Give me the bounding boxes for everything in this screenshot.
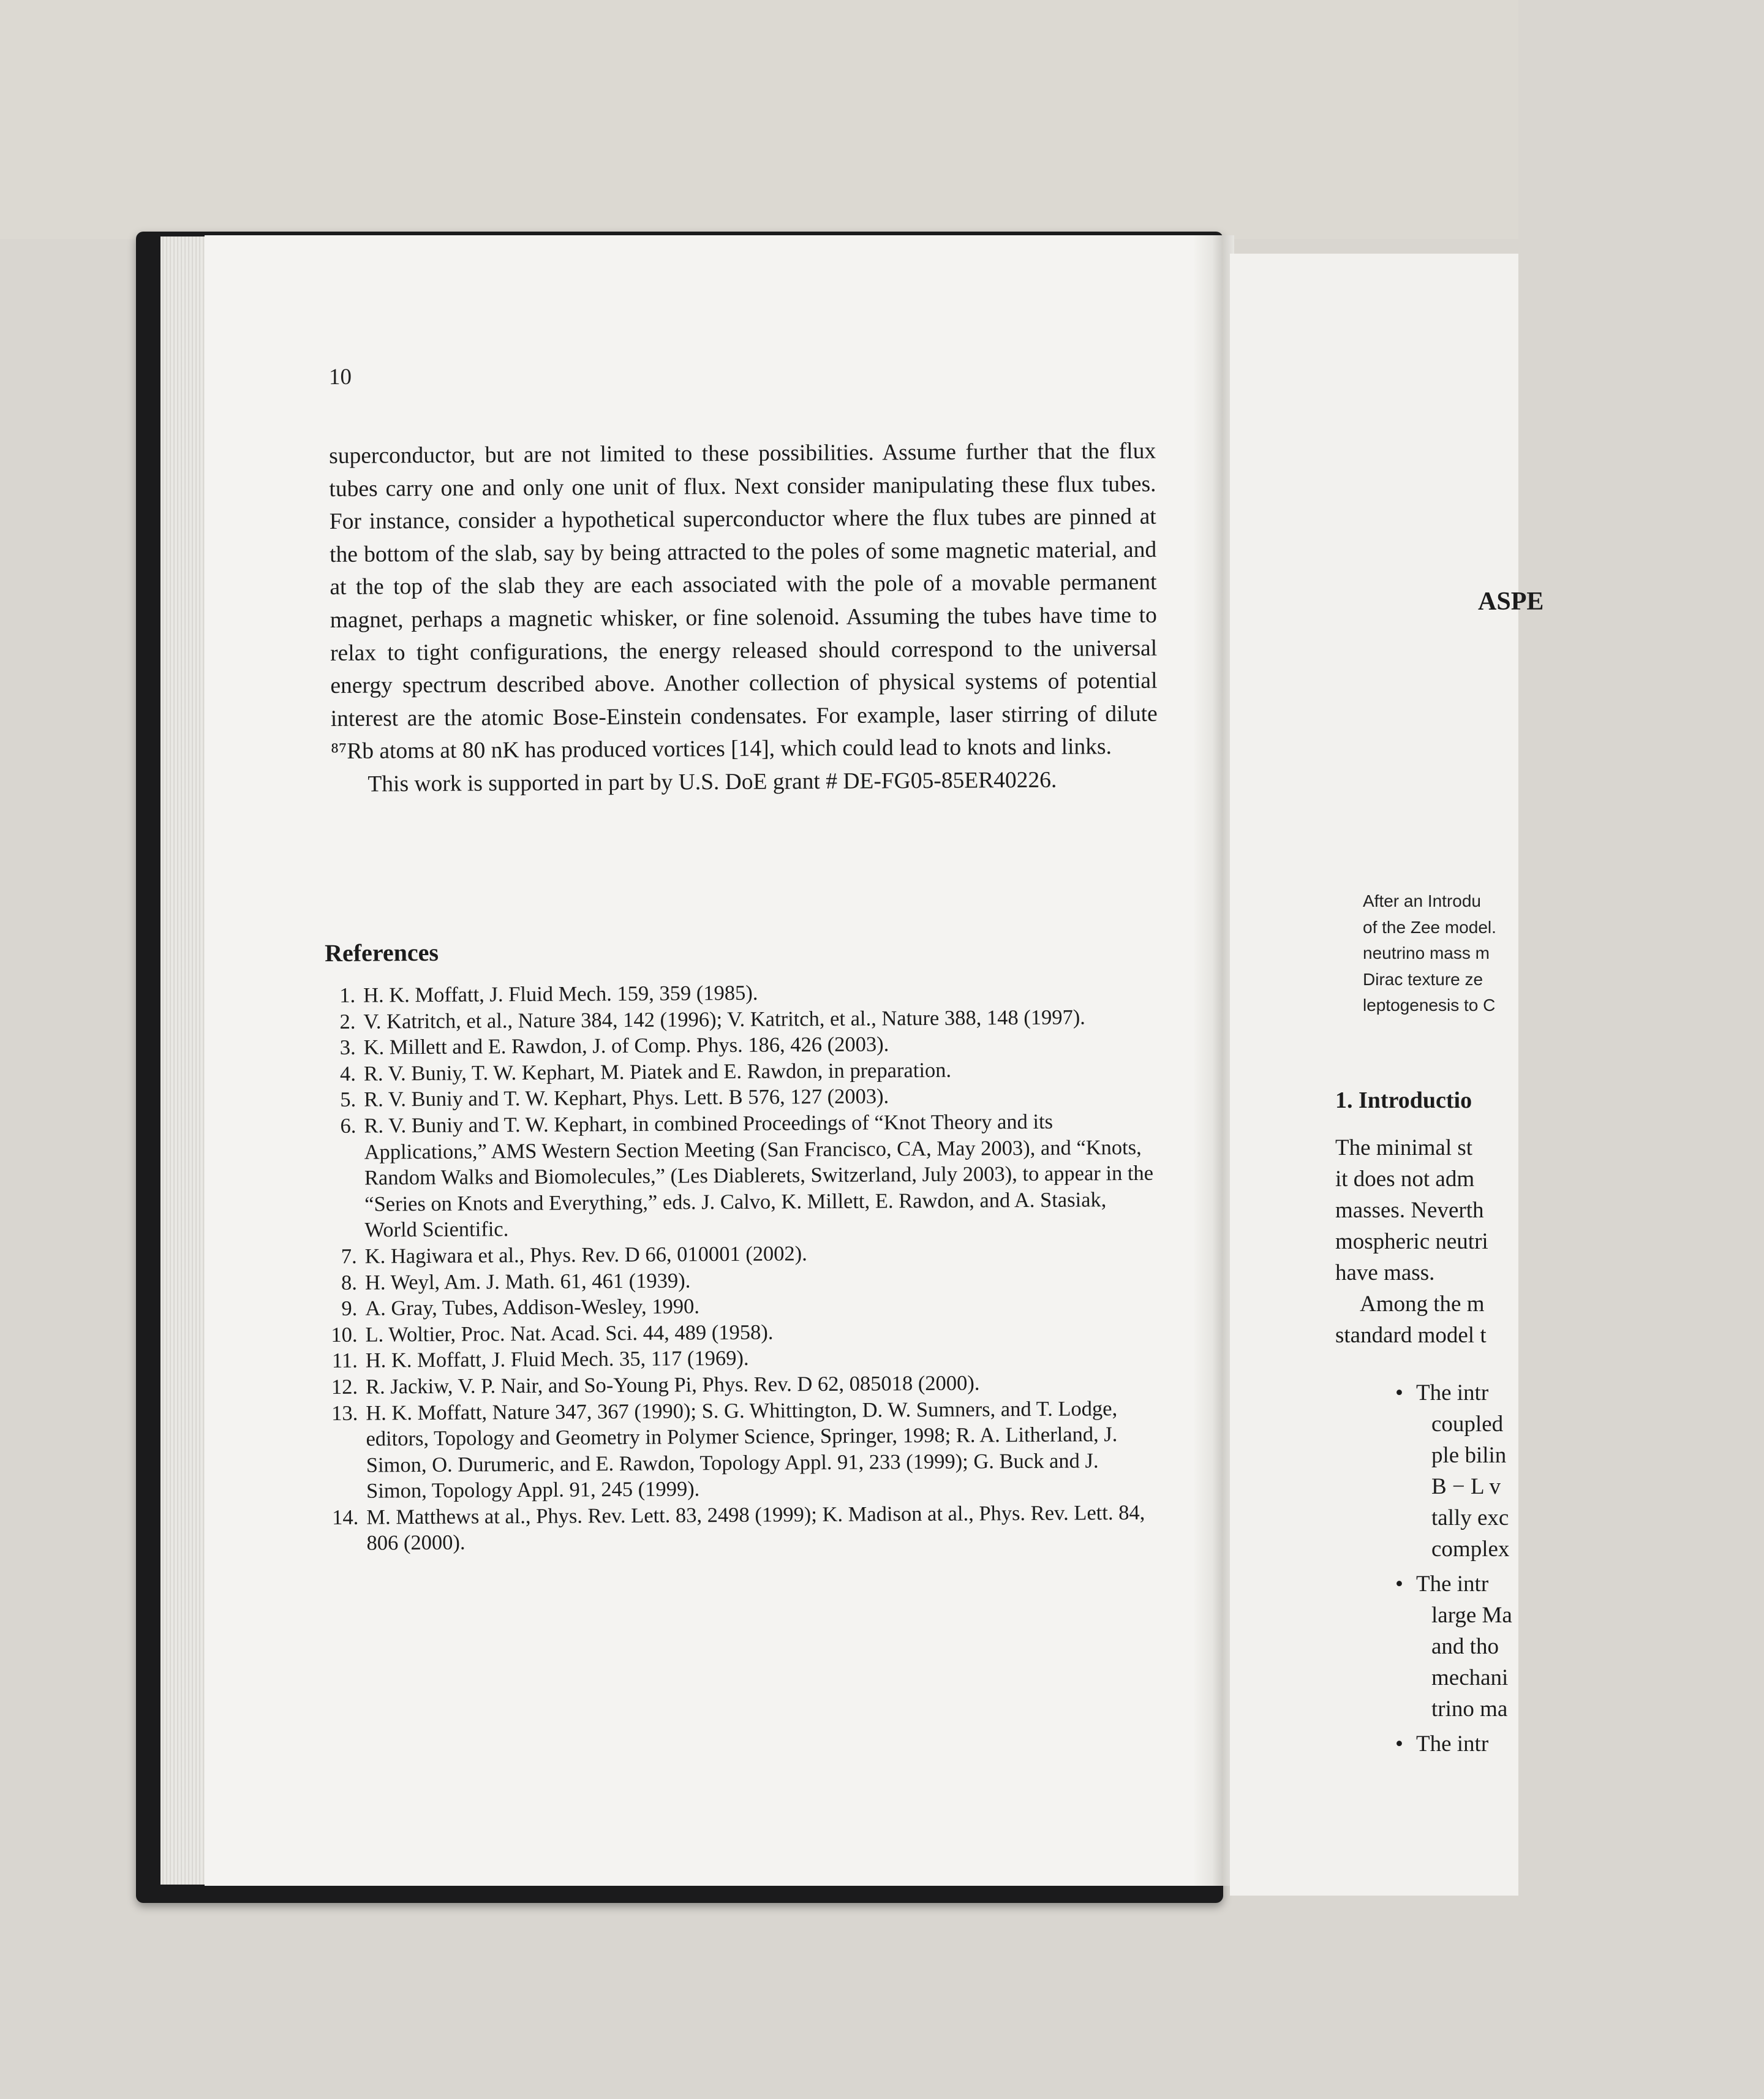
body-line: masses. Neverth [1335, 1198, 1484, 1223]
body-line: mospheric neutri [1335, 1229, 1488, 1254]
page-edges [160, 236, 209, 1885]
page-number: 10 [329, 365, 352, 390]
right-page-title: ASPE [1478, 588, 1544, 616]
reference-text: R. V. Buniy and T. W. Kephart, in combined Proceedings of “Knot Theory and its Applications,” AMS Western Section Meeting (San Francisco, CA, May 2003), and “Knots, Random Walks and Biomolecules,” (Les Diablerets, Switzerland, July 2003), to appear in the “Series on Knots and Everything,” eds. J. Calvo, K. Millett, E. Rawdon, and A. Stasiak, World Scientific. [364, 1110, 1154, 1242]
right-page-section-heading: 1. Introductio [1335, 1087, 1472, 1113]
reference-number: 6. [340, 1114, 356, 1138]
body-line: The minimal st [1335, 1135, 1473, 1160]
reference-text: R. Jackiw, V. P. Nair, and So-Young Pi, Phys. Rev. D 62, 085018 (2000). [365, 1371, 980, 1399]
body-line: have mass. [1335, 1260, 1435, 1285]
right-page-body [1335, 1132, 1764, 1351]
reference-text: L. Woltier, Proc. Nat. Acad. Sci. 44, 489 (1958). [365, 1320, 774, 1347]
reference-text: H. K. Moffatt, J. Fluid Mech. 159, 359 (1985). [363, 981, 758, 1007]
bullet-continuation: and tho [1431, 1634, 1499, 1659]
reference-number: 10. [331, 1323, 358, 1347]
reference-text: R. V. Buniy, T. W. Kephart, M. Piatek and E. Rawdon, in preparation. [363, 1058, 952, 1086]
paragraph-acknowledgment: This work is supported in part by U.S. DoE grant # DE-FG05-85ER40226. [368, 767, 1057, 797]
bullet-continuation: complex [1431, 1537, 1510, 1562]
reference-number: 11. [331, 1348, 358, 1373]
body-line: Among the m [1360, 1292, 1485, 1317]
abstract-line: leptogenesis to C [1363, 996, 1496, 1015]
reference-number: 3. [339, 1035, 356, 1060]
reference-text: K. Millett and E. Rawdon, J. of Comp. Phys. 186, 426 (2003). [363, 1032, 889, 1059]
bullet-text: The intr [1416, 1731, 1489, 1757]
bullet-continuation: large Ma [1431, 1603, 1512, 1628]
bullet-text: The intr [1416, 1571, 1489, 1597]
bullet-icon: • [1395, 1731, 1403, 1757]
bullet-continuation: coupled [1431, 1412, 1504, 1437]
reference-number: 2. [339, 1010, 356, 1034]
bullet-continuation: trino ma [1431, 1696, 1508, 1722]
reference-number: 8. [341, 1271, 358, 1295]
references-list [325, 978, 1161, 1557]
bullet-item [1395, 1568, 1488, 1600]
body-text [329, 435, 1158, 801]
references-heading: References [325, 938, 439, 967]
reference-item [327, 1395, 1161, 1505]
reference-number: 1. [339, 983, 356, 1007]
book-gutter [1194, 235, 1234, 1886]
reference-text: H. Weyl, Am. J. Math. 61, 461 (1939). [364, 1268, 691, 1295]
reference-text: K. Hagiwara et al., Phys. Rev. D 66, 010001 (2002). [364, 1242, 807, 1268]
right-page-abstract [1363, 888, 1730, 1019]
bullet-continuation: B − L v [1431, 1474, 1501, 1499]
bullet-icon: • [1395, 1380, 1403, 1405]
bullet-continuation: ple bilin [1431, 1443, 1507, 1468]
bullet-icon: • [1395, 1571, 1403, 1597]
reference-item [325, 1108, 1159, 1244]
reference-text: M. Matthews at al., Phys. Rev. Lett. 83, 2498 (1999); K. Madison at al., Phys. Rev. Lett. 84, 806 (2000). [366, 1500, 1145, 1556]
paragraph-main: superconductor, but are not limited to these possibilities. Assume further that the flux tubes carry one and only one unit of flux. Next consider manipulating these flux tubes. For instance, consider a hypothetical superconductor where the flux tubes are pinned at the bottom of the slab, say by being attracted to the poles of some magnetic material, and at the top of the slab they are each associated with the pole of a movable permanent magnet, perhaps a magnetic whisker, or fine solenoid. Assuming the tubes have time to relax to tight configurations, the energy released should correspond to the universal energy spectrum described above. Another collection of physical systems of potential interest are the atomic Bose-Einstein condensates. For example, laser stirring of dilute ⁸⁷Rb atoms at 80 nK has produced vortices [14], which could lead to knots and links. [329, 438, 1158, 765]
abstract-line: of the Zee model. [1363, 917, 1496, 937]
background [0, 0, 1518, 239]
abstract-line: After an Introdu [1363, 891, 1482, 910]
reference-text: H. K. Moffatt, J. Fluid Mech. 35, 117 (1969). [365, 1347, 749, 1372]
abstract-line: neutrino mass m [1363, 944, 1490, 963]
body-line: it does not adm [1335, 1167, 1475, 1192]
body-line: standard model t [1335, 1323, 1487, 1348]
bullet-item [1395, 1728, 1488, 1760]
reference-number: 4. [339, 1062, 356, 1086]
reference-text: H. K. Moffatt, Nature 347, 367 (1990); S. G. Whittington, D. W. Sumners, and T. Lodge, editors, Topology and Geometry in Polymer Science, Springer, 1998; R. A. Litherland, J. Simon, O. Durumeric, and E. Rawdon, Topology Appl. 91, 233 (1999); G. Buck and J. Simon, Topology Appl. 91, 245 (1999). [366, 1396, 1118, 1503]
bullet-continuation: mechani [1431, 1665, 1509, 1690]
reference-number: 7. [341, 1244, 357, 1268]
reference-item [328, 1500, 1161, 1557]
bullet-continuation: tally exc [1431, 1505, 1509, 1530]
bullet-item [1395, 1377, 1488, 1409]
reference-text: V. Katritch, et al., Nature 384, 142 (1996); V. Katritch, et al., Nature 388, 148 (1997). [363, 1005, 1085, 1034]
reference-text: A. Gray, Tubes, Addison-Wesley, 1990. [365, 1295, 700, 1320]
reference-number: 12. [331, 1375, 358, 1399]
reference-number: 5. [340, 1088, 356, 1112]
reference-number: 13. [331, 1401, 358, 1425]
abstract-line: Dirac texture ze [1363, 969, 1483, 989]
bullet-text: The intr [1416, 1380, 1489, 1405]
reference-number: 14. [332, 1505, 359, 1529]
reference-text: R. V. Buniy and T. W. Kephart, Phys. Lett. B 576, 127 (2003). [364, 1084, 889, 1111]
reference-number: 9. [341, 1296, 358, 1320]
